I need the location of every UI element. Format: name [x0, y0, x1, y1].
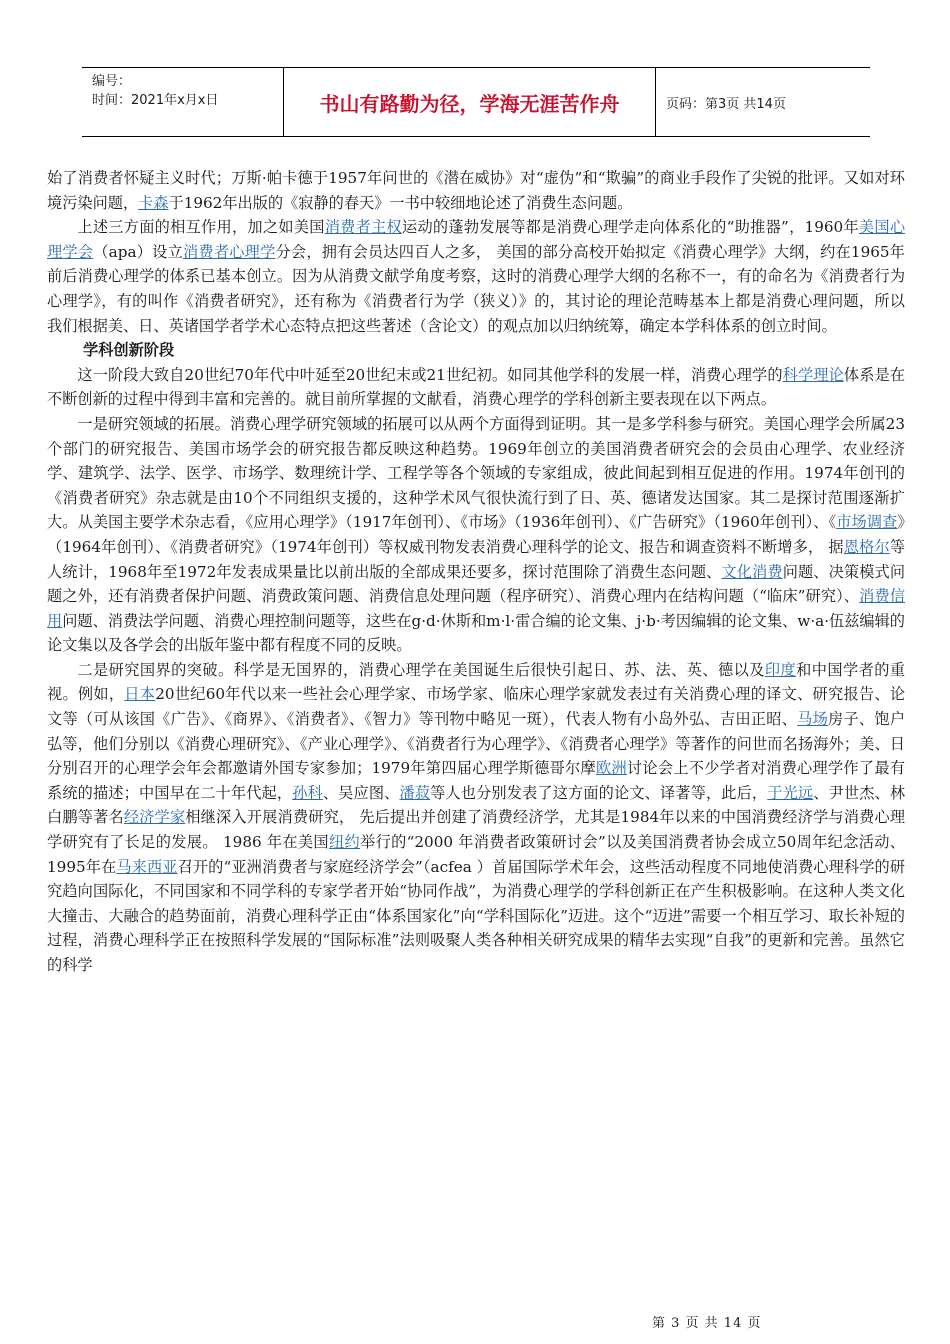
link-new-york[interactable]: 纽约: [328, 833, 361, 852]
link-europe[interactable]: 欧洲: [595, 759, 627, 778]
header-page-label: 页码：第3页 共14页: [666, 96, 786, 112]
link-machang[interactable]: 马场: [797, 710, 829, 729]
link-sun-ke[interactable]: 孙科: [292, 783, 323, 802]
page-footer: 第 3 页 共 14 页: [652, 1316, 762, 1331]
paragraph-4: 一是研究领域的拓展。消费心理学研究领域的拓展可以从两个方面得到证明。其一是多学科参与研究。美国心理学会所属23个部门的研究报告、美国市场学会的研究报告都反映这种趋势。1969年创立的美国消费者研究会的会员由心理学、农业经济学、建筑学、法学、医学、市场学、数理统计学、工程学等各个领域的专家组成，彼此间起到相互促进的作用。1974年创刊的《消费者研究》杂志就是由10个不同组织支援的，这种学术风气很快流行到了日、英、德诸发达国家。其二是探讨范围逐渐扩大。从美国主要学术杂志看，《应用心理学》（1917年创刊）、《市场》（1936年创刊）、《广告研究》（1960年创刊）、《市场调查》（1964年创刊）、《消费者研究》（1974年创刊）等权威刊物发表消费心理科学的论文、报告和调查资料不断增多， 据恩格尔等人统计，1968年至1972年发表成果量比以前出版的全部成果还要多，探讨范围除了消费生态问题、文化消费问题、决策模式问题之外，还有消费者保护问题、消费政策问题、消费信息处理问题（程序研究）、消费心理内在结构问题（“临床”研究）、消费信用问题、消费法学问题、消费心理控制问题等，这些在g·d·休斯和m·l·雷合编的论文集、j·b·考因编辑的论文集、w·a·伍兹编辑的论文集以及各学会的出版年鉴中都有程度不同的反映。: [47, 414, 906, 655]
link-consumer-sovereignty[interactable]: 消费者主权: [324, 218, 403, 237]
section-heading: 学科创新阶段: [83, 341, 175, 360]
link-economist[interactable]: 经济学家: [123, 808, 186, 827]
link-pan-shu[interactable]: 潘菽: [399, 783, 431, 802]
paragraph-2: 上述三方面的相互作用，加之如美国消费者主权运动的蓬勃发展等都是消费心理学走向体系化的“助推器”，1960年美国心理学会（apa）设立消费者心理学分会，拥有会员达四百人之多， 美国的部分高校开始拟定《消费心理学》大纲，约在1965年前后消费心理学的体系已基本创立。因为从消费文献学角度考察，这时的消费心理学大纲的名称不一，有的命名为《消费者行为心理学》，有的叫作《消费者研究》，还有称为《消费者行为学（狭义）》的，其讨论的理论范畴基本上都是消费心理问题，所以我们根据美、日、英诸国学者学术心态特点把这些著述（含论文）的观点加以归纳统筹，确定本学科体系的创立时间。: [47, 218, 906, 335]
header-meta: [82, 68, 284, 136]
link-kasen[interactable]: 卡森: [138, 193, 169, 212]
number-label: 编号：: [92, 74, 132, 89]
link-india[interactable]: 印度: [764, 660, 797, 679]
link-engel[interactable]: 恩格尔: [843, 537, 890, 556]
link-malaysia[interactable]: 马来西亚: [116, 857, 178, 876]
link-scientific-theory[interactable]: 科学理论: [782, 365, 844, 384]
document-body: [47, 166, 905, 978]
link-consumer-psychology[interactable]: 消费者心理学: [182, 242, 276, 261]
time-label: 时间：2021年x月x日: [92, 93, 219, 108]
page-header: [82, 67, 870, 137]
paragraph-5: 二是研究国界的突破。科学是无国界的，消费心理学在美国诞生后很快引起日、苏、法、英、德以及印度和中国学者的重视。例如，日本20世纪60年代以来一些社会心理学家、市场学家、临床心理学家就发表过有关消费心理的译文、研究报告、论文等（可从该国《广告》、《商界》、《消费者》、《智力》等刊物中略见一斑），代表人物有小岛外弘、吉田正昭、马场房子、饱户弘等，他们分别以《消费心理研究》、《产业心理学》、《消费者行为心理学》、《消费者心理学》等著作的问世而名扬海外；美、日分别召开的心理学会年会都邀请外国专家参加；1979年第四届心理学斯德哥尔摩欧洲讨论会上不少学者对消费心理学作了最有系统的描述；中国早在二十年代起，孙科、吴应图、潘菽等人也分别发表了这方面的论文、译著等，此后，于光远、尹世杰、林白鹏等著名经济学家相继深入开展消费研究， 先后提出并创建了消费经济学，尤其是1984年以来的中国消费经济学与消费心理学研究有了长足的发展。 1986 年在美国纽约举行的“2000 年消费者政策研讨会”以及美国消费者协会成立50周年纪念活动、1995年在马来西亚召开的“亚洲消费者与家庭经济学会”（acfea ）首届国际学术年会，这些活动程度不同地使消费心理科学的研究趋向国际化，不同国家和不同学科的专家学者开始“协同作战”，为消费心理学的学科创新正在产生积极影响。在这种人类文化大撞击、大融合的趋势面前，消费心理科学正由“体系国家化”向“学科国际化”迈进。这个“迈进”需要一个相互学习、取长补短的过程，消费心理科学正在按照科学发展的“国际标准”法则吸聚人类各种相关研究成果的精华去实现“自我”的更新和完善。虽然它的科学: [47, 660, 906, 974]
link-cultural-consumption[interactable]: 文化消费: [721, 562, 783, 581]
link-consumer-credit[interactable]: 消费信用: [47, 587, 905, 630]
paragraph-3: 这一阶段大致自20世纪70年代中叶延至20世纪末或21世纪初。如同其他学科的发展一样，消费心理学的科学理论体系是在不断创新的过程中得到丰富和完善的。就目前所掌握的文献看，消费心理学的学科创新主要表现在以下两点。: [47, 365, 906, 409]
link-apa[interactable]: 美国心理学会: [47, 218, 906, 261]
paragraph-1: 始了消费者怀疑主义时代；万斯·帕卡德于1957年问世的《潜在威协》对“虚伪”和“欺骗”的商业手段作了尖锐的批评。又如对环境污染问题，卡森于1962年出版的《寂静的春天》一书中较细地论述了消费生态问题。: [47, 169, 905, 212]
link-market-research[interactable]: 市场调查: [836, 513, 898, 532]
link-japan[interactable]: 日本: [124, 685, 156, 704]
header-motto: 书山有路勤为径，学海无涯苦作舟: [284, 68, 656, 136]
link-yu-guangyuan[interactable]: 于光远: [767, 783, 814, 802]
